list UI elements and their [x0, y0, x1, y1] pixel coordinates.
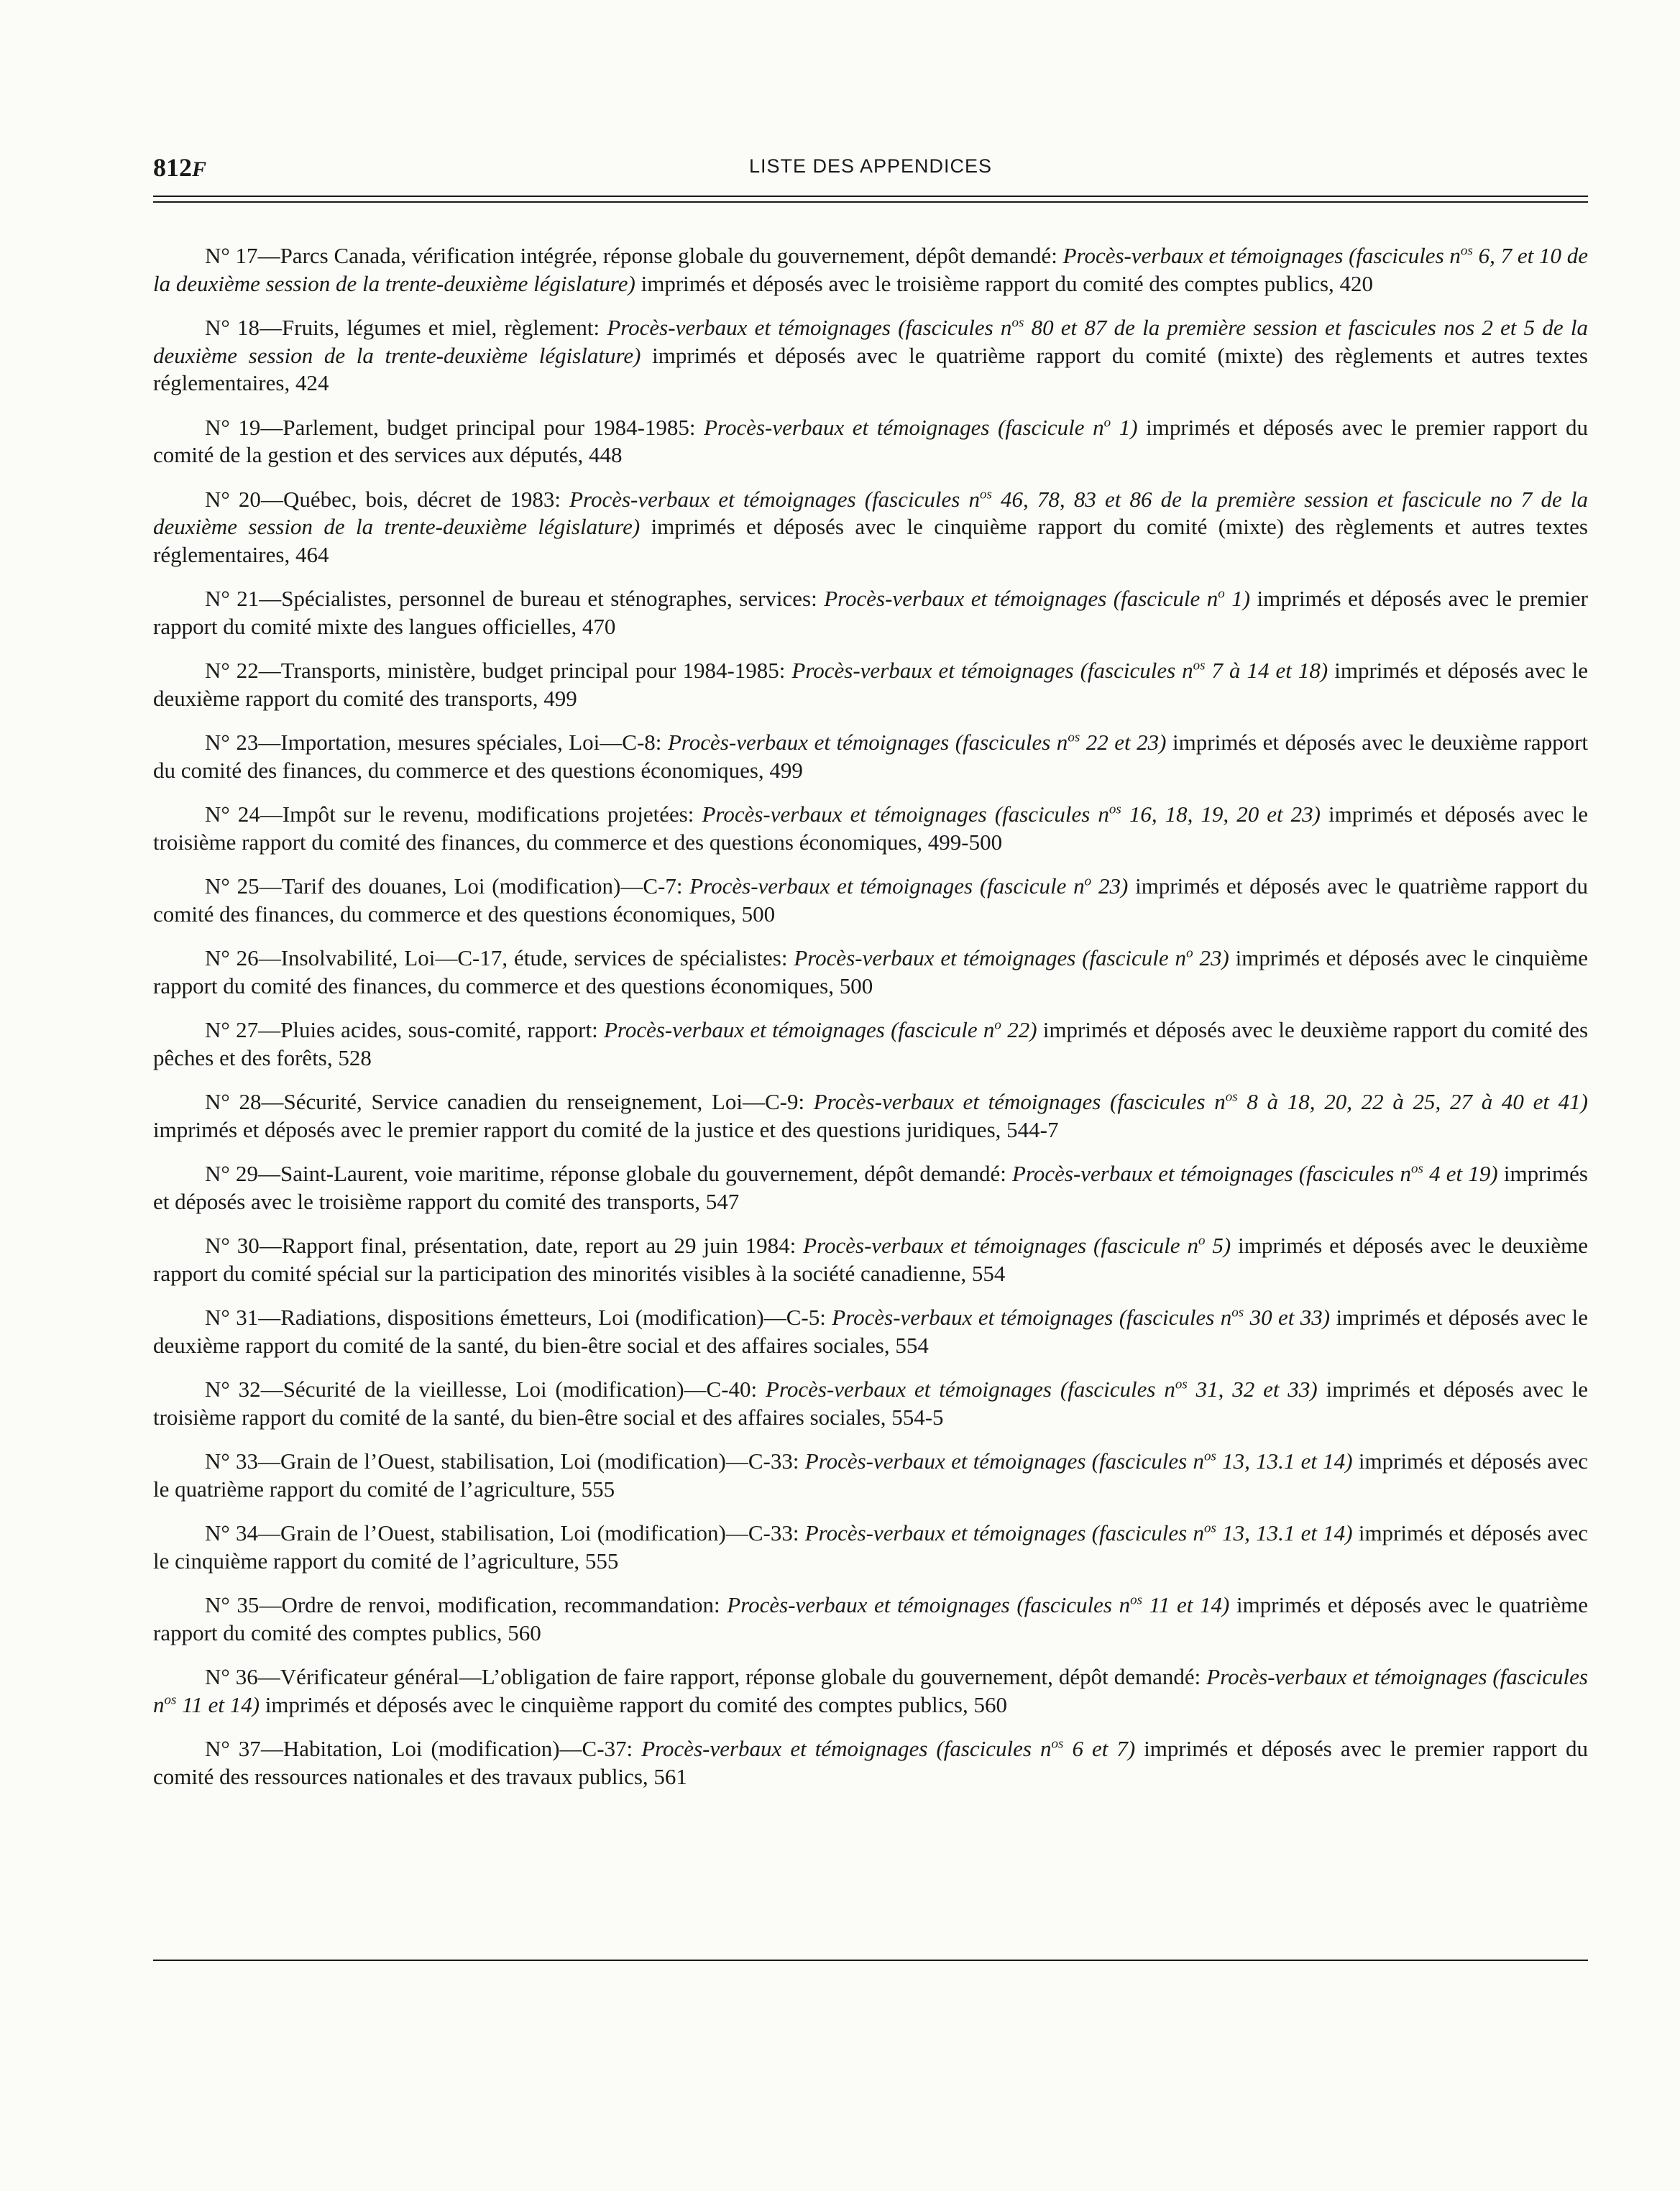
entry-deposit: imprimés et déposés avec le cinquième rapport du comité de l’agriculture, 555 — [153, 1520, 1589, 1574]
header-double-rule — [153, 196, 1588, 203]
page-number: 812F — [153, 153, 207, 182]
entry-reference-superscript: os — [1203, 1448, 1216, 1464]
entry-deposit: imprimés et déposés avec le quatrième rapport du comité des finances, du commerce et des questions économiques, 500 — [153, 873, 1588, 927]
entry-reference-detail: 1) — [1224, 586, 1251, 611]
entry-reference: Procès-verbaux et témoignages (fascicules n — [832, 1305, 1232, 1330]
entry-number: N° 18 — [205, 315, 260, 340]
entry-deposit: imprimés et déposés avec le cinquième rapport du comité des comptes publics, 560 — [260, 1691, 1008, 1717]
entry-reference-detail: 11 et 14) — [1142, 1592, 1230, 1617]
entry-subject: —Habitation, Loi (modification)—C-37: — [260, 1736, 642, 1761]
appendix-entry — [153, 1304, 1588, 1359]
entry-reference-superscript: o — [1218, 586, 1225, 602]
entry-reference: Procès-verbaux et témoignages (fascicules n — [667, 730, 1068, 755]
entry-subject: —Grain de l’Ouest, stabilisation, Loi (modification)—C-33: — [258, 1520, 805, 1545]
appendix-entry — [153, 1448, 1588, 1503]
entry-deposit: imprimés et déposés avec le deuxième rapport du comité des pêches et des forêts, 528 — [153, 1017, 1589, 1070]
entry-reference-superscript: os — [164, 1692, 177, 1708]
entry-number: N° 36 — [205, 1664, 258, 1689]
entry-deposit: imprimés et déposés avec le deuxième rapport du comité spécial sur la participation des minorités visibles à la société canadienne, 554 — [153, 1233, 1588, 1286]
entry-deposit: imprimés et déposés avec le premier rapport du comité de la gestion et des services aux députés, 448 — [153, 414, 1588, 467]
entry-reference: Procès-verbaux et témoignages (fascicules n — [607, 315, 1012, 340]
entry-subject: —Parcs Canada, vérification intégrée, réponse globale du gouvernement, dépôt demandé: — [257, 243, 1063, 268]
entry-reference-detail: 4 et 19) — [1423, 1161, 1498, 1186]
entry-number: N° 35 — [205, 1592, 260, 1617]
entry-reference-superscript: os — [1051, 1736, 1064, 1752]
entry-number: N° 31 — [205, 1305, 259, 1330]
appendix-entry — [153, 1376, 1588, 1431]
appendix-entry — [153, 1520, 1588, 1575]
entry-deposit: imprimés et déposés avec le premier rapport du comité des ressources nationales et des travaux publics, 561 — [153, 1736, 1588, 1789]
entry-reference-detail: 22 et 23) — [1080, 730, 1167, 755]
entry-deposit: imprimés et déposés avec le quatrième rapport du comité des comptes publics, 560 — [153, 1592, 1588, 1645]
entry-subject: —Transports, ministère, budget principal pour 1984-1985: — [258, 658, 792, 683]
entry-reference: Procès-verbaux et témoignages (fascicule n — [794, 945, 1187, 970]
entry-subject: —Ordre de renvoi, modification, recommandation: — [259, 1592, 727, 1617]
entry-subject: —Impôt sur le revenu, modifications projetées: — [260, 801, 702, 827]
entry-reference-superscript: os — [1193, 658, 1206, 674]
appendix-entry — [153, 1016, 1588, 1072]
entry-reference-detail: 22) — [1001, 1017, 1037, 1042]
appendix-entry — [153, 314, 1588, 398]
entry-reference: Procès-verbaux et témoignages (fascicules n — [153, 1664, 1588, 1717]
entry-subject: —Radiations, dispositions émetteurs, Loi (modification)—C-5: — [258, 1305, 832, 1330]
entry-deposit: imprimés et déposés avec le premier rapport du comité de la justice et des questions juridiques, 544-7 — [153, 1116, 1059, 1142]
entry-subject: —Fruits, légumes et miel, règlement: — [260, 315, 607, 340]
appendix-entry — [153, 1591, 1588, 1647]
entry-reference: Procès-verbaux et témoignages (fascicules n — [791, 658, 1193, 683]
entry-reference: Procès-verbaux et témoignages (fascicules n — [702, 801, 1109, 827]
entry-subject: —Tarif des douanes, Loi (modification)—C-7: — [259, 873, 690, 899]
entry-reference-detail: 30 et 33) — [1244, 1305, 1331, 1330]
entry-reference: Procès-verbaux et témoignages (fascicules n — [727, 1592, 1131, 1617]
entry-number: N° 22 — [205, 658, 259, 683]
entry-reference: Procès-verbaux et témoignages (fascicule n — [689, 873, 1085, 899]
entry-reference-superscript: os — [1130, 1592, 1143, 1608]
appendix-entry — [153, 801, 1588, 856]
entry-subject: —Sécurité, Service canadien du renseignement, Loi—C-9: — [261, 1089, 814, 1114]
entry-subject: —Grain de l’Ouest, stabilisation, Loi (modification)—C-33: — [258, 1448, 805, 1474]
entry-reference: Procès-verbaux et témoignages (fascicules n — [804, 1448, 1204, 1474]
entry-reference-detail: 11 et 14) — [176, 1691, 260, 1717]
entry-reference: Procès-verbaux et témoignages (fascicule n — [803, 1233, 1198, 1258]
appendix-entry — [153, 414, 1588, 469]
entry-number: N° 33 — [205, 1448, 259, 1474]
appendix-entry — [153, 486, 1588, 569]
entry-reference-detail: 6 et 7) — [1063, 1736, 1136, 1761]
entry-deposit: imprimés et déposés avec le troisième rapport du comité de la santé, du bien-être social et des affaires sociales, 554-5 — [153, 1377, 1588, 1430]
entry-number: N° 29 — [205, 1161, 258, 1186]
appendix-entry — [153, 242, 1588, 298]
entry-reference-superscript: o — [1103, 415, 1111, 431]
entry-number: N° 23 — [205, 730, 259, 755]
entry-reference-superscript: os — [1203, 1520, 1216, 1536]
entry-number: N° 24 — [205, 801, 260, 827]
entry-number: N° 28 — [205, 1089, 262, 1114]
entry-deposit: imprimés et déposés avec le quatrième rapport du comité de l’agriculture, 555 — [153, 1448, 1589, 1502]
running-title: LISTE DES APPENDICES — [748, 155, 993, 177]
footer-rule — [153, 1960, 1588, 1961]
entry-reference: Procès-verbaux et témoignages (fascicules n — [804, 1520, 1204, 1545]
entry-deposit: imprimés et déposés avec le premier rapport du comité mixte des langues officielles, 470 — [153, 586, 1588, 639]
entry-reference: Procès-verbaux et témoignages (fascicule n — [824, 586, 1218, 611]
entry-reference-detail: 31, 32 et 33) — [1187, 1377, 1318, 1402]
entry-deposit: imprimés et déposés avec le deuxième rapport du comité de la santé, du bien-être social et des affaires sociales, 554 — [153, 1305, 1588, 1358]
entry-reference-detail: 23) — [1091, 873, 1129, 899]
appendix-entry — [153, 1735, 1588, 1791]
entry-deposit: imprimés et déposés avec le deuxième rapport du comité des finances, du commerce et des questions économiques, 499 — [153, 730, 1589, 783]
entry-subject: —Sécurité de la vieillesse, Loi (modification)—C-40: — [260, 1377, 766, 1402]
entry-reference-superscript: os — [1108, 801, 1121, 817]
entry-reference-detail: 13, 13.1 et 14) — [1216, 1448, 1353, 1474]
entry-subject: —Pluies acides, sous-comité, rapport: — [258, 1017, 604, 1042]
entry-reference-superscript: os — [1460, 243, 1473, 259]
entry-subject: —Importation, mesures spéciales, Loi—C-8: — [258, 730, 668, 755]
entry-reference: Procès-verbaux et témoignages (fascicules n — [569, 486, 980, 512]
entry-reference-superscript: os — [1175, 1377, 1188, 1392]
entry-number: N° 26 — [205, 945, 259, 970]
entry-reference-superscript: o — [1186, 945, 1193, 961]
entry-reference: Procès-verbaux et témoignages (fascicules n — [641, 1736, 1052, 1761]
entry-number: N° 27 — [205, 1017, 259, 1042]
entry-reference: Procès-verbaux et témoignages (fascicules n — [1012, 1161, 1412, 1186]
entry-number: N° 17 — [205, 243, 258, 268]
appendix-entry — [153, 1160, 1588, 1216]
entry-reference-superscript: o — [1198, 1233, 1206, 1249]
entry-reference-detail: 6, 7 et 10 de la deuxième session de la trente-deuxième législature) — [153, 243, 1589, 296]
entry-deposit: imprimés et déposés avec le troisième rapport du comité des comptes publics, 420 — [635, 270, 1374, 296]
entry-reference: Procès-verbaux et témoignages (fascicule n — [704, 414, 1104, 440]
entry-number: N° 34 — [205, 1520, 259, 1545]
entry-reference-detail: 46, 78, 83 et 86 de la première session et fascicule no 7 de la deuxième session de la trente-deuxième législature) — [153, 486, 1588, 539]
entry-reference-superscript: o — [994, 1017, 1001, 1033]
entry-reference-superscript: os — [1068, 730, 1080, 745]
entry-subject: —Insolvabilité, Loi—C-17, étude, services de spécialistes: — [258, 945, 794, 970]
entry-subject: —Rapport final, présentation, date, report au 29 juin 1984: — [259, 1233, 804, 1258]
entry-reference: Procès-verbaux et témoignages (fascicules n — [766, 1377, 1175, 1402]
entry-deposit: imprimés et déposés avec le quatrième rapport du comité (mixte) des règlements et autres textes réglementaires, 424 — [153, 342, 1588, 395]
page-number-suffix: F — [192, 157, 207, 181]
entry-deposit: imprimés et déposés avec le troisième rapport du comité des transports, 547 — [153, 1161, 1588, 1214]
entry-number: N° 37 — [205, 1736, 261, 1761]
page-header — [153, 150, 1588, 185]
entry-reference-detail: 16, 18, 19, 20 et 23) — [1121, 801, 1321, 827]
appendix-entry — [153, 657, 1588, 712]
entry-number: N° 21 — [205, 586, 260, 611]
appendix-entry — [153, 1088, 1588, 1144]
appendix-entry — [153, 945, 1588, 1000]
appendix-entry — [153, 873, 1588, 928]
entry-number: N° 20 — [205, 486, 261, 512]
appendix-entry — [153, 585, 1588, 640]
entry-subject: —Parlement, budget principal pour 1984-1985: — [260, 414, 704, 440]
entry-deposit: imprimés et déposés avec le troisième rapport du comité des finances, du commerce et des questions économiques, 499-500 — [153, 801, 1588, 855]
entry-deposit: imprimés et déposés avec le deuxième rapport du comité des transports, 499 — [153, 658, 1588, 711]
entry-reference-superscript: os — [1011, 315, 1024, 331]
entry-reference-superscript: os — [1225, 1089, 1238, 1105]
entry-reference-detail: 23) — [1193, 945, 1229, 970]
entry-reference-detail: 8 à 18, 20, 22 à 25, 27 à 40 et 41) — [1237, 1089, 1588, 1114]
entry-reference: Procès-verbaux et témoignages (fascicule n — [604, 1017, 995, 1042]
entry-number: N° 19 — [205, 414, 261, 440]
entry-subject: —Vérificateur général—L’obligation de faire rapport, réponse globale du gouvernement, dépôt demandé: — [257, 1664, 1207, 1689]
appendix-entry — [153, 1232, 1588, 1287]
entry-reference-superscript: os — [979, 487, 992, 502]
entry-number: N° 25 — [205, 873, 260, 899]
appendix-entry — [153, 729, 1588, 784]
entry-reference-superscript: os — [1231, 1305, 1244, 1320]
entry-subject: —Québec, bois, décret de 1983: — [260, 486, 570, 512]
entry-reference-superscript: os — [1411, 1161, 1423, 1177]
entry-number: N° 32 — [205, 1377, 261, 1402]
appendix-list — [153, 242, 1588, 1807]
entry-reference-detail: 1) — [1111, 414, 1138, 440]
entry-deposit: imprimés et déposés avec le cinquième rapport du comité (mixte) des règlements et autres textes réglementaires, 464 — [153, 514, 1588, 567]
entry-reference-detail: 13, 13.1 et 14) — [1216, 1520, 1353, 1545]
entry-deposit: imprimés et déposés avec le cinquième rapport du comité des finances, du commerce et des questions économiques, 500 — [153, 945, 1589, 998]
entry-reference: Procès-verbaux et témoignages (fascicules n — [1062, 243, 1461, 268]
appendix-entry — [153, 1663, 1588, 1719]
entry-reference-detail: 7 à 14 et 18) — [1205, 658, 1328, 683]
entry-subject: —Saint-Laurent, voie maritime, réponse globale du gouvernement, dépôt demandé: — [257, 1161, 1013, 1186]
entry-reference-detail: 5) — [1205, 1233, 1231, 1258]
entry-reference-superscript: o — [1084, 873, 1092, 889]
entry-number: N° 30 — [205, 1233, 260, 1258]
entry-reference: Procès-verbaux et témoignages (fascicules n — [813, 1089, 1226, 1114]
entry-subject: —Spécialistes, personnel de bureau et sténographes, services: — [259, 586, 825, 611]
entry-reference-detail: 80 et 87 de la première session et fascicules nos 2 et 5 de la deuxième session de la trente-deuxième législature) — [153, 315, 1588, 368]
